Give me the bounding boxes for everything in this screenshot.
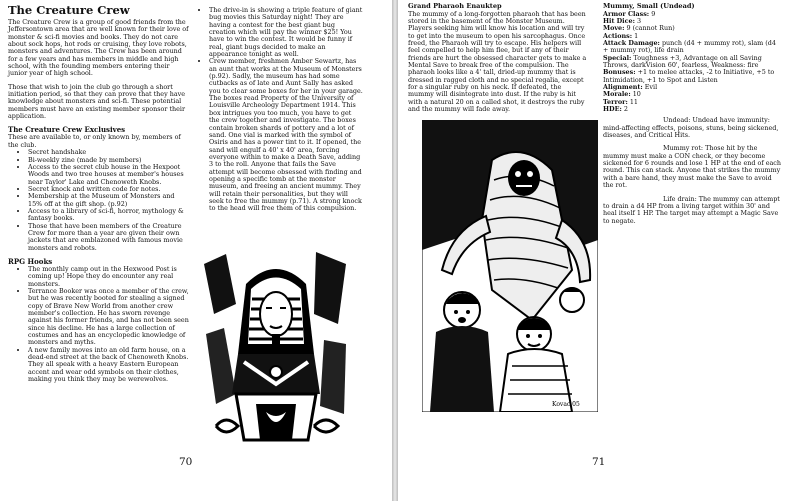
- exclusives-heading: The Creature Crew Exclusives: [8, 125, 126, 135]
- exclusives-intro: These are available to, or only known by, members of the club.: [8, 133, 181, 149]
- left-page: [0, 0, 392, 501]
- stat-terror: Terror: 11: [603, 97, 638, 106]
- intro-paragraph-1: The Creature Crew is a group of good friends from the Jeffersontown area that are well known for their love of monster & sci-fi movies and books. They do not care about sock hops, hot rods or cruising, they love robots, monsters and adventures. The Crew has been around for a few years and has members in middle and high school, with the founding members entering their junior year of high school.: [8, 18, 189, 78]
- monster-heading: Grand Pharaoh Enauktep: [408, 2, 502, 10]
- list-item: • Secret knock and written code for notes.: [28, 186, 190, 193]
- mummy-rot-ability-text: Mummy rot: Those hit by the mummy must make a CON check, or they become sickened for 6 rounds and lose 1 HP at the end of each round. This can stack. Anyone that strikes the mummy with a bare hand, they must make the Save to avoid the rot.: [603, 144, 782, 190]
- list-item: • Secret handshake: [28, 149, 190, 156]
- mummy-attack-illustration: [422, 120, 598, 412]
- list-item: • Those that have been members of the Creature Crew for more than a year are given their own jackets that are emblazoned with famous movie monsters and robots.: [28, 223, 190, 252]
- list-item: • Membership at the Museum of Monsters and 15% off at the gift shop. (p.92): [28, 193, 190, 208]
- life-drain-ability-text: Life drain: The mummy can attempt to drain a d4 HP from a living target within 30' and heal itself 1 HP. The target may attempt a Magic Save to negate.: [603, 194, 780, 225]
- artist-signature: Kovac 05: [552, 401, 580, 408]
- stat-alignment: Alignment: Evil: [603, 83, 658, 92]
- right-column-1: [408, 3, 588, 119]
- list-item: • The drive-in is showing a triple feature of giant bug movies this Saturday night! They are having a contest for the best giant bug creation which will pay the winner $25! You have to win the contest. It would be funny if real, giant bugs decided to make an appearance tonight as well.: [209, 7, 363, 58]
- pharaoh-sarcophagus-illustration: [196, 244, 356, 444]
- page-number-left: 70: [179, 456, 193, 468]
- page-number-right: 71: [592, 456, 606, 468]
- left-column-2: [193, 7, 363, 217]
- right-page: [398, 0, 790, 501]
- stat-attack-damage: Attack Damage: punch (d4 + mummy rot), slam (d4 + mummy rot), life drain: [603, 38, 776, 55]
- list-item: • A new family moves into an old farm house, on a dead-end street at the back of Chenoweth Knobs. They all speak with a heavy Eastern European accent and wear odd symbols on their clothes, making you think they may be werewolves.: [28, 347, 190, 384]
- hooks-list-continued: [193, 7, 363, 213]
- stat-block: [603, 3, 783, 231]
- list-item: • Crew member, freshmen Amber Sewartz, has an aunt that works at the Museum of Monsters (p.92). Sadly, the museum has had some cutbacks as of late and Aunt Sally has asked you to clear some boxes for her in your garage. The boxes read Property of the University of Louisville Archeology Department 1914. This box intrigues you too much, you have to get the crew together and investigate. The boxes contain broken shards of pottery and a lot of sand. One vial is marked with the symbol of Osiris and has a power tint to it. If opened, the sand will engulf a 40' x 40' area, forcing everyone within to make a Death Save, adding 3 to the roll. Anyone that fails the Save attempt will become obsessed with finding and opening a specific tomb at the monster museum, and freeing an ancient mummy. They will retain their personalities, but they will seek to free the mummy (p.71). A strong knock to the head will free them of this compulsion.: [209, 58, 363, 212]
- hooks-heading: RPG Hooks: [8, 256, 53, 266]
- intro-paragraph-2: Those that wish to join the club go through a short initiation period, so that they can prove that they have knowledge about monsters and sci-fi. These potential members must have an existing member sponsor their application.: [8, 82, 186, 121]
- monster-description: The mummy of a long-forgotten pharaoh that has been stored in the basement of the Monster Museum. Players seeking him will know his location and will try to get into the museum to open his sarcophagus. Once freed, the Pharaoh will try to escape. His helpers will feel compelled to help him flee, but if any of their friends are hurt the obsessed character gets to make a Mental Save to break free of the compulsion. The pharaoh looks like a 4' tall, dried-up mummy that is dressed in ragged cloth and no special regalia, except for a singular ruby on his neck. If defeated, the mummy will disintegrate into dust. If the ruby is hit with a natural 20 on a called shot, it destroys the ruby and the mummy will fade away.: [408, 9, 587, 114]
- list-item: • Terrance Booker was once a member of the crew, but he was recently booted for stealing a signed copy of Brave New World from another crew member's collection. He has sworn revenge against his former friends, and has not been seen since his decline. He has a large collection of costumes and has an encyclopedic knowledge of monsters and myths.: [28, 288, 190, 347]
- list-item: • The monthly camp out in the Hexwood Post is coming up! Hope they do encounter any real monsters.: [28, 266, 190, 288]
- stat-hit-dice: Hit Dice: 3: [603, 16, 642, 25]
- list-item: • Access to the secret club house in the Hexpoot Woods and two tree houses at member's houses near Taylor' Lake and Chenoweth Knobs.: [28, 164, 190, 186]
- left-column-1: [8, 4, 190, 387]
- list-item: • Access to a library of sci-fi, horror, mythology & fantasy books.: [28, 208, 190, 223]
- stat-bonuses: Bonuses: +1 to melee attacks, -2 to Initiative, +5 to Intimidation, +1 to Spot and Listen: [603, 68, 775, 84]
- stat-move: Move: 9 (cannot Run): [603, 24, 675, 33]
- stat-actions: Actions: 1: [603, 31, 639, 40]
- stat-morale: Morale: 10: [603, 90, 641, 99]
- stat-armor-class: Armor Class: 9: [603, 9, 656, 18]
- undead-ability-text: Undead: Undead have immunity: mind-affecting effects, poisons, stuns, being sickened, diseases, and Critical Hits.: [603, 116, 779, 140]
- stat-hde: HDE: 2: [603, 105, 628, 114]
- page-title: The Creature Crew: [8, 3, 130, 17]
- stat-block-heading: Mummy, Small (Undead): [603, 2, 695, 10]
- hooks-list: [8, 266, 190, 384]
- list-item: • Bi-weekly zine (made by members): [28, 157, 190, 164]
- exclusives-list: [8, 149, 190, 252]
- stat-special: Special: Toughness +3, Advantage on all Saving Throws, darkVision 60', fearless, Weakness: fire: [603, 53, 762, 69]
